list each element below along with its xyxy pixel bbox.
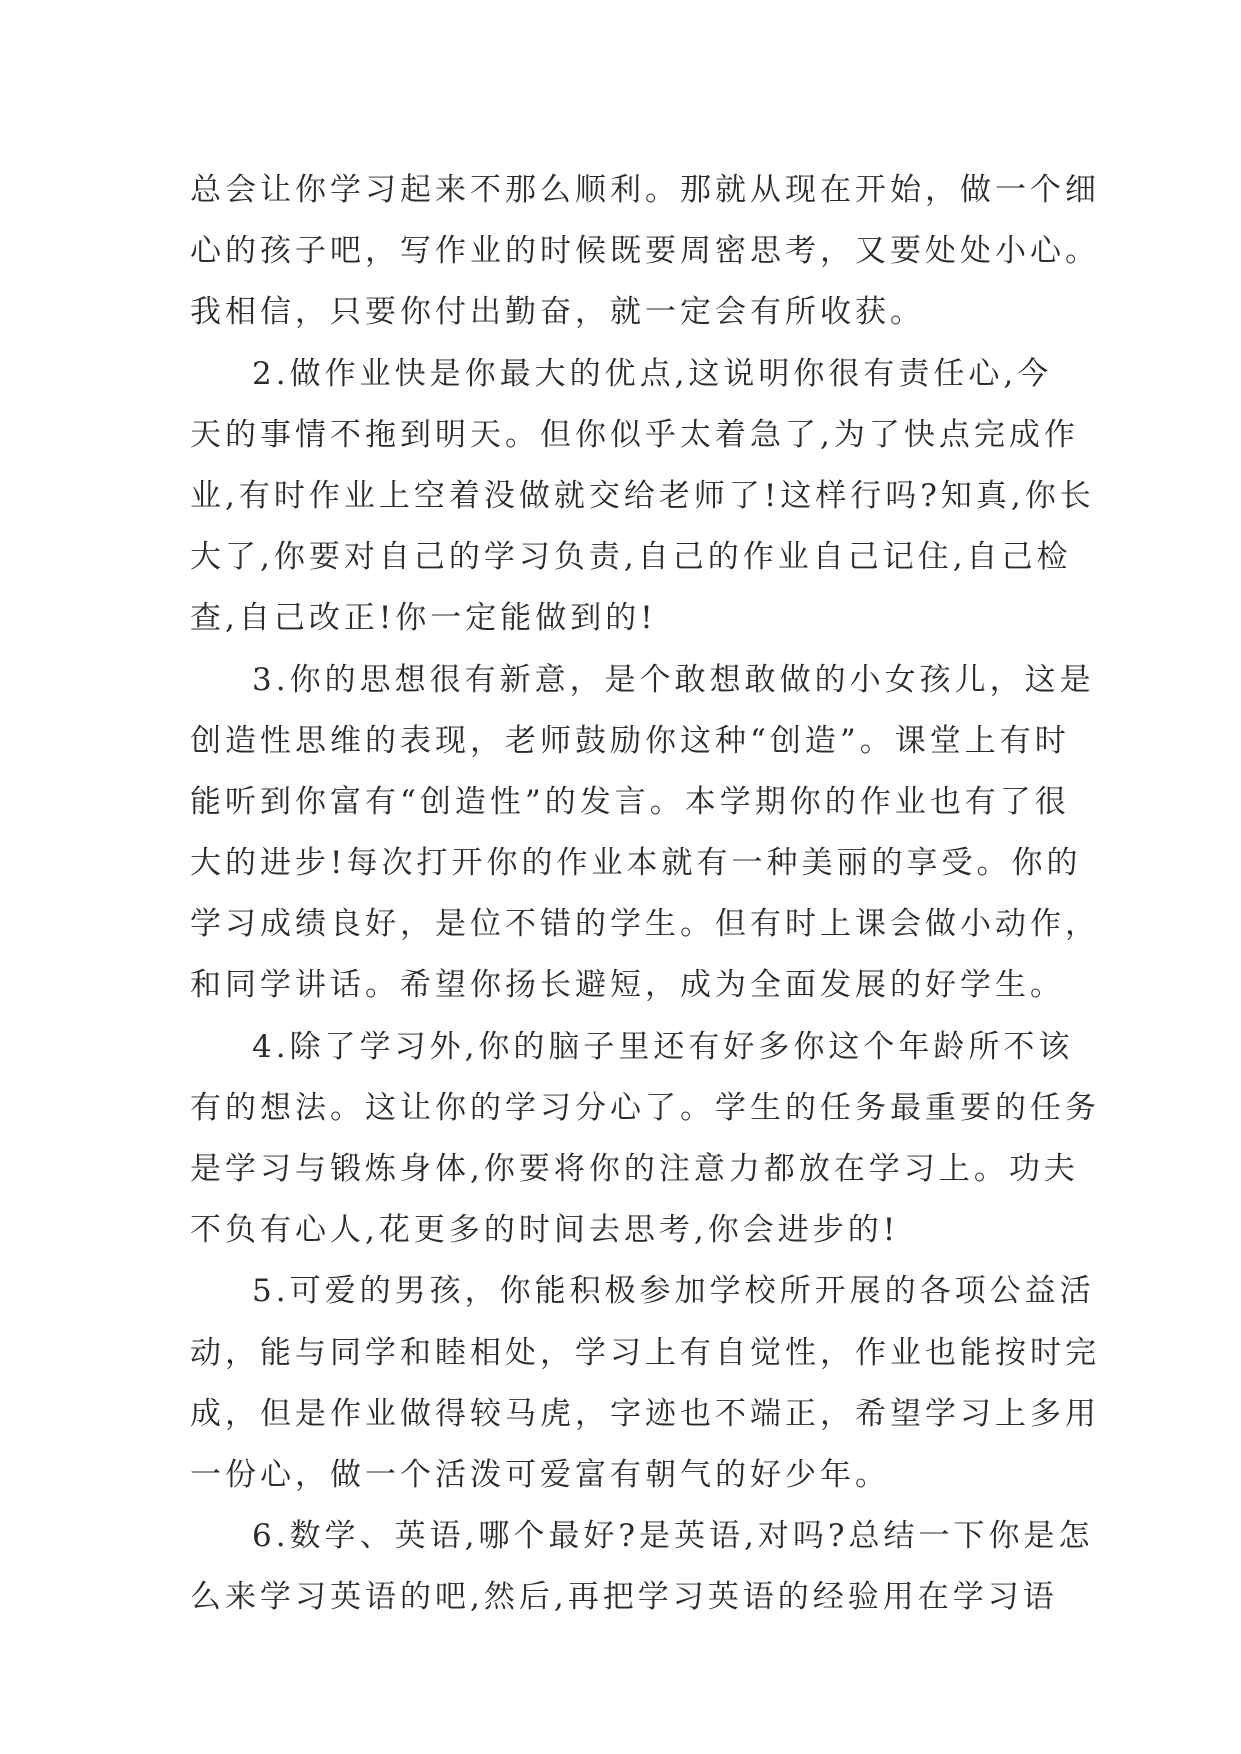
text-line: 不负有心人,花更多的时间去思考,你会进步的!	[190, 1212, 900, 1249]
text-line: 有的想法。这让你的学习分心了。学生的任务最重要的任务	[190, 1089, 1100, 1126]
text-line: 业,有时作业上空着没做就交给老师了!这样行吗?知真,你长	[190, 477, 1095, 514]
text-line: 4.除了学习外,你的脑子里还有好多你这个年龄所不该	[252, 1028, 1074, 1065]
text-line: 学习成绩良好，是位不错的学生。但有时上课会做小动作，	[190, 906, 1100, 943]
text-line: 总会让你学习起来不那么顺利。那就从现在开始，做一个细	[190, 172, 1100, 208]
text-line: 么来学习英语的吧,然后,再把学习英语的经验用在学习语	[190, 1579, 1058, 1616]
text-line: 5.可爱的男孩，你能积极参加学校所开展的各项公益活	[252, 1273, 1095, 1310]
text-line: 一份心，做一个活泼可爱富有朝气的好少年。	[190, 1456, 890, 1493]
text-line: 心的孩子吧，写作业的时候既要周密思考，又要处处小心。	[190, 233, 1100, 270]
text-line: 天的事情不拖到明天。但你似乎太着急了,为了快点完成作	[190, 416, 1079, 453]
text-line: 3.你的思想很有新意，是个敢想敢做的小女孩儿，这是	[252, 661, 1095, 698]
text-line: 动，能与同学和睦相处，学习上有自觉性，作业也能按时完	[190, 1334, 1100, 1371]
text-line: 成，但是作业做得较马虎，字迹也不端正，希望学习上多用	[190, 1395, 1100, 1432]
text-line: 创造性思维的表现，老师鼓励你这种“创造”。课堂上有时	[190, 722, 1070, 759]
text-line: 和同学讲话。希望你扬长避短，成为全面发展的好学生。	[190, 967, 1065, 1004]
text-line: 是学习与锻炼身体,你要将你的注意力都放在学习上。功夫	[190, 1151, 1079, 1187]
text-line: 2.做作业快是你最大的优点,这说明你很有责任心,今	[252, 355, 1053, 392]
text-line: 大的进步!每次打开你的作业本就有一种美丽的享受。你的	[190, 845, 1082, 882]
text-line: 大了,你要对自己的学习负责,自己的作业自己记住,自己检	[190, 539, 1072, 576]
text-line: 我相信，只要你付出勤奋，就一定会有所收获。	[190, 294, 925, 331]
document-body	[190, 160, 1100, 1629]
text-line: 能听到你富有“创造性”的发言。本学期你的作业也有了很	[190, 783, 1070, 820]
text-line: 查,自己改正!你一定能做到的!	[190, 600, 657, 637]
text-line: 6.数学、英语,哪个最好?是英语,对吗?总结一下你是怎	[252, 1518, 1094, 1555]
